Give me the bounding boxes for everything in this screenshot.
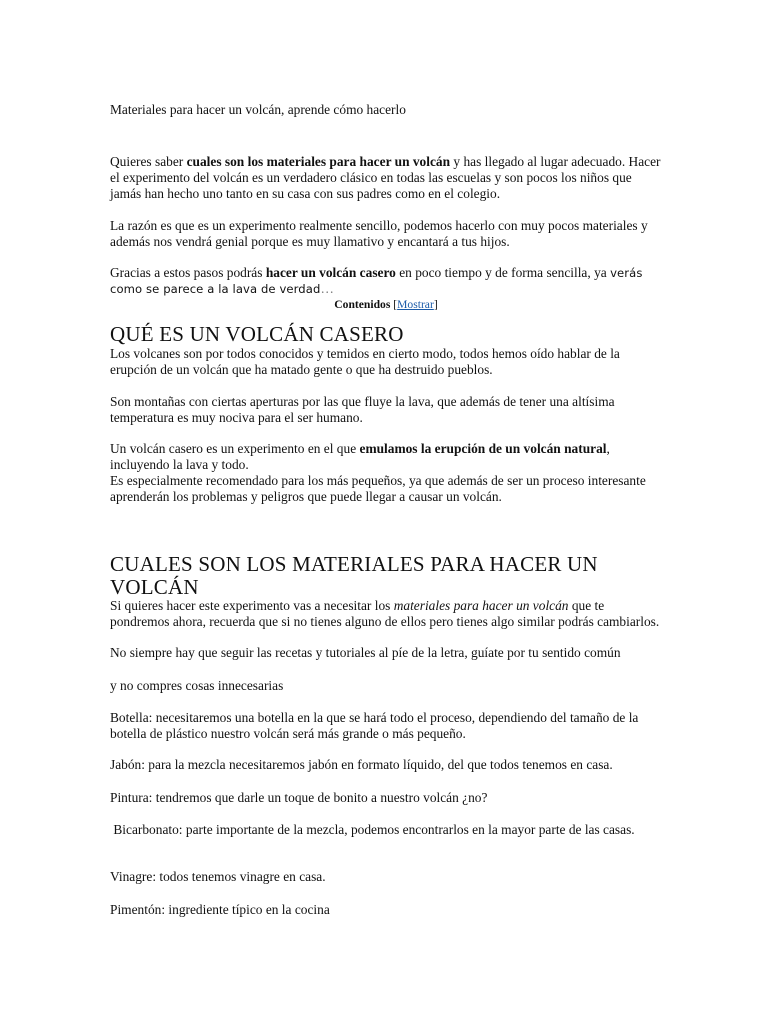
section1-text: , incluyendo la lava y todo.: [110, 441, 610, 472]
section-heading-que-es: QUÉ ES UN VOLCÁN CASERO: [110, 322, 404, 346]
intro-bold-text: cuales son los materiales para hacer un volcán: [186, 154, 451, 169]
intro-text: y has llegado al lugar adecuado. Hacer el experimento del volcán es un verdadero clásico en todas las escuelas y son pocos los niños que jamás han hecho uno tanto en su casa con sus padres como en el colegio.: [110, 154, 661, 201]
section2-italic-text: materiales para hacer un volcán: [393, 598, 569, 613]
section2-paragraph-1: [110, 598, 662, 630]
material-item-vinagre: Vinagre: todos tenemos vinagre en casa.: [110, 869, 326, 884]
intro-text: Gracias a estos pasos podrás: [110, 265, 266, 280]
section2-text: Si quieres hacer este experimento vas a necesitar los: [110, 598, 394, 613]
section1-paragraph-1: Los volcanes son por todos conocidos y temidos en cierto modo, todos hemos oído hablar de la erupción de un volcán que ha matado gente o que ha destruido pueblos.: [110, 346, 620, 377]
ellipsis: …: [320, 281, 334, 296]
section1-text: Un volcán casero es un experimento en el que: [110, 441, 360, 456]
material-item-botella: Botella: necesitaremos una botella en la que se hará todo el proceso, dependiendo del tamaño de la botella de plástico nuestro volcán será más grande o más pequeño.: [110, 710, 639, 741]
intro-text: en poco tiempo y de forma sencilla, ya: [395, 265, 611, 280]
intro-bold-text: hacer un volcán casero: [265, 265, 396, 280]
material-item-bicarbonato: Bicarbonato: parte importante de la mezcla, podemos encontrarlos en la mayor parte de las casas.: [110, 822, 635, 837]
section1-bold-text: emulamos la erupción de un volcán natural: [359, 441, 607, 456]
intro-paragraph-2: La razón es que es un experimento realmente sencillo, podemos hacerlo con muy pocos materiales y además nos vendrá genial porque es muy llamativo y encantará a tus hijos.: [110, 218, 648, 249]
section-heading-materiales: CUALES SON LOS MATERIALES PARA HACER UN VOLCÁN: [110, 552, 598, 599]
table-of-contents: [110, 297, 662, 313]
intro-paragraph-3: [110, 265, 662, 297]
intro-paragraph-1: [110, 154, 662, 202]
intro-teaser-text: verás como se parece a la lava de verdad: [110, 266, 643, 296]
section1-paragraph-3: [110, 441, 662, 473]
toc-show-link[interactable]: Mostrar: [397, 298, 434, 311]
section2-paragraph-2: No siempre hay que seguir las recetas y tutoriales al píe de la letra, guíate por tu sentido común: [110, 645, 621, 660]
toc-bracket: [: [390, 298, 398, 311]
section2-text: que te pondremos ahora, recuerda que si no tienes alguno de ellos pero tienes algo similar podrás cambiarlos.: [110, 598, 660, 629]
section1-paragraph-4: Es especialmente recomendado para los más pequeños, ya que además de ser un proceso interesante aprenderán los problemas y peligros que puede llegar a causar un volcán.: [110, 473, 646, 504]
material-item-pintura: Pintura: tendremos que darle un toque de bonito a nuestro volcán ¿no?: [110, 790, 488, 805]
section2-paragraph-3: y no compres cosas innecesarias: [110, 678, 284, 693]
toc-bracket: ]: [433, 298, 438, 311]
intro-text: Quieres saber: [110, 154, 187, 169]
page-title: Materiales para hacer un volcán, aprende cómo hacerlo: [110, 102, 406, 117]
material-item-jabon: Jabón: para la mezcla necesitaremos jabón en formato líquido, del que todos tenemos en casa.: [110, 757, 613, 772]
toc-label: Contenidos: [334, 298, 391, 311]
material-item-pimenton: Pimentón: ingrediente típico en la cocina: [110, 902, 330, 917]
section1-paragraph-2: Son montañas con ciertas aperturas por las que fluye la lava, que además de tener una altísima temperatura es muy nociva para el ser humano.: [110, 394, 615, 425]
